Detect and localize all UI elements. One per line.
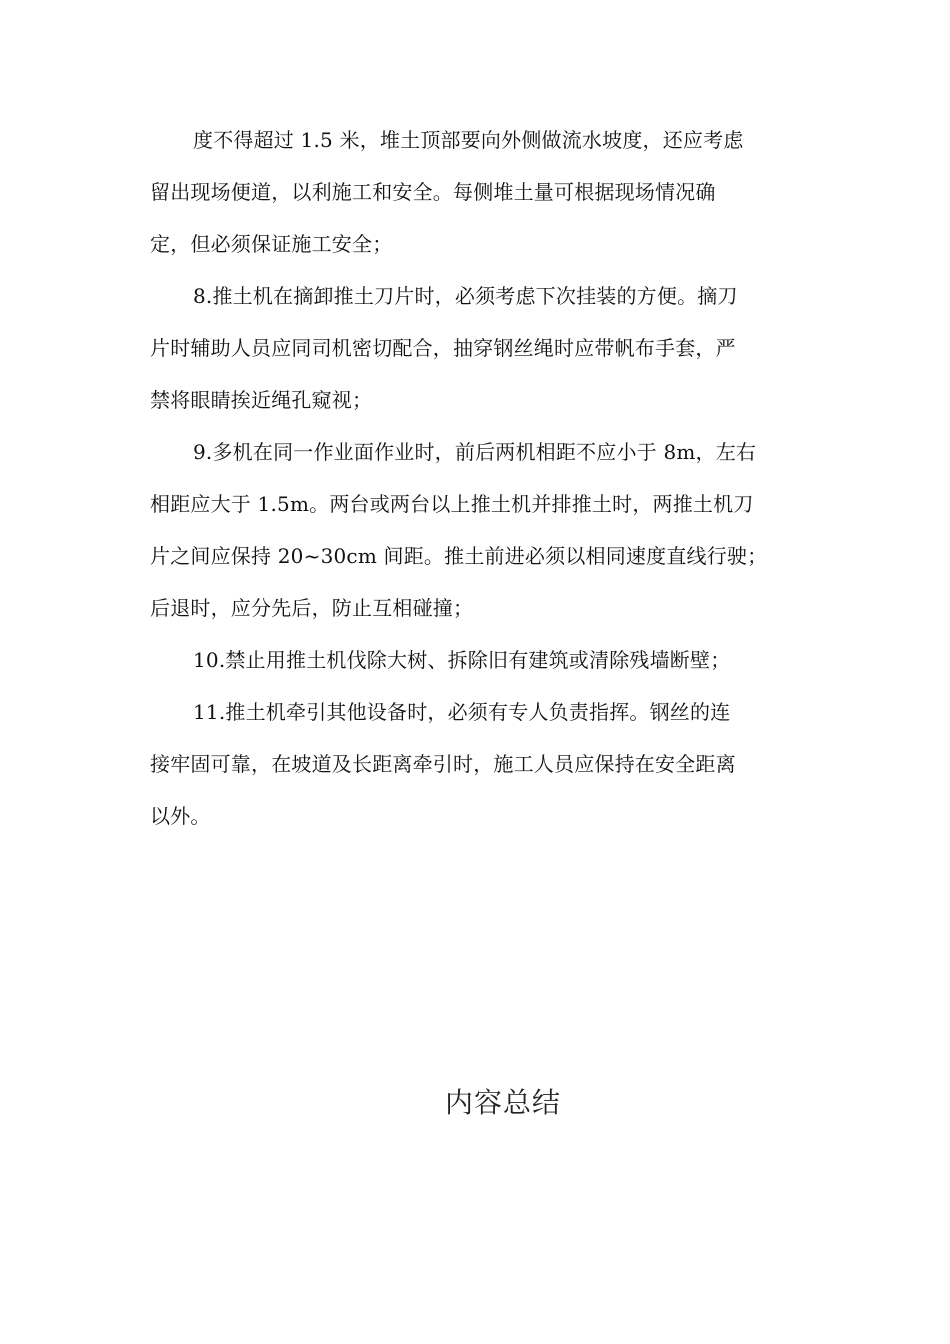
text-line: 度不得超过 1.5 米，堆土顶部要向外侧做流水坡度，还应考虑 (193, 128, 744, 152)
text-line: 片时辅助人员应同司机密切配合，抽穿钢丝绳时应带帆布手套，严 (150, 336, 736, 360)
body-text (150, 114, 802, 842)
text-line: 10.禁止用推土机伐除大树、拆除旧有建筑或清除残墙断壁； (193, 648, 731, 672)
text-line: 8.推土机在摘卸推土刀片时，必须考虑下次挂装的方便。摘刀 (193, 284, 738, 308)
text-line: 禁将眼睛挨近绳孔窥视； (150, 388, 373, 412)
text-line: 11.推土机牵引其他设备时，必须有专人负责指挥。钢丝的连 (193, 700, 731, 724)
text-line: 留出现场便道，以利施工和安全。每侧堆土量可根据现场情况确 (150, 180, 716, 204)
summary-heading: 内容总结 (444, 1086, 561, 1119)
text-line: 9.多机在同一作业面作业时，前后两机相距不应小于 8m，左右 (193, 440, 757, 464)
text-line: 以外。 (150, 804, 211, 828)
text-line: 后退时，应分先后，防止互相碰撞； (150, 596, 474, 620)
text-line: 片之间应保持 20~30cm 间距。推土前进必须以相同速度直线行驶； (150, 544, 768, 568)
text-line: 相距应大于 1.5m。两台或两台以上推土机并排推土时，两推土机刀 (150, 492, 754, 516)
text-line: 定，但必须保证施工安全； (150, 232, 393, 256)
text-line: 接牢固可靠，在坡道及长距离牵引时，施工人员应保持在安全距离 (150, 752, 736, 776)
